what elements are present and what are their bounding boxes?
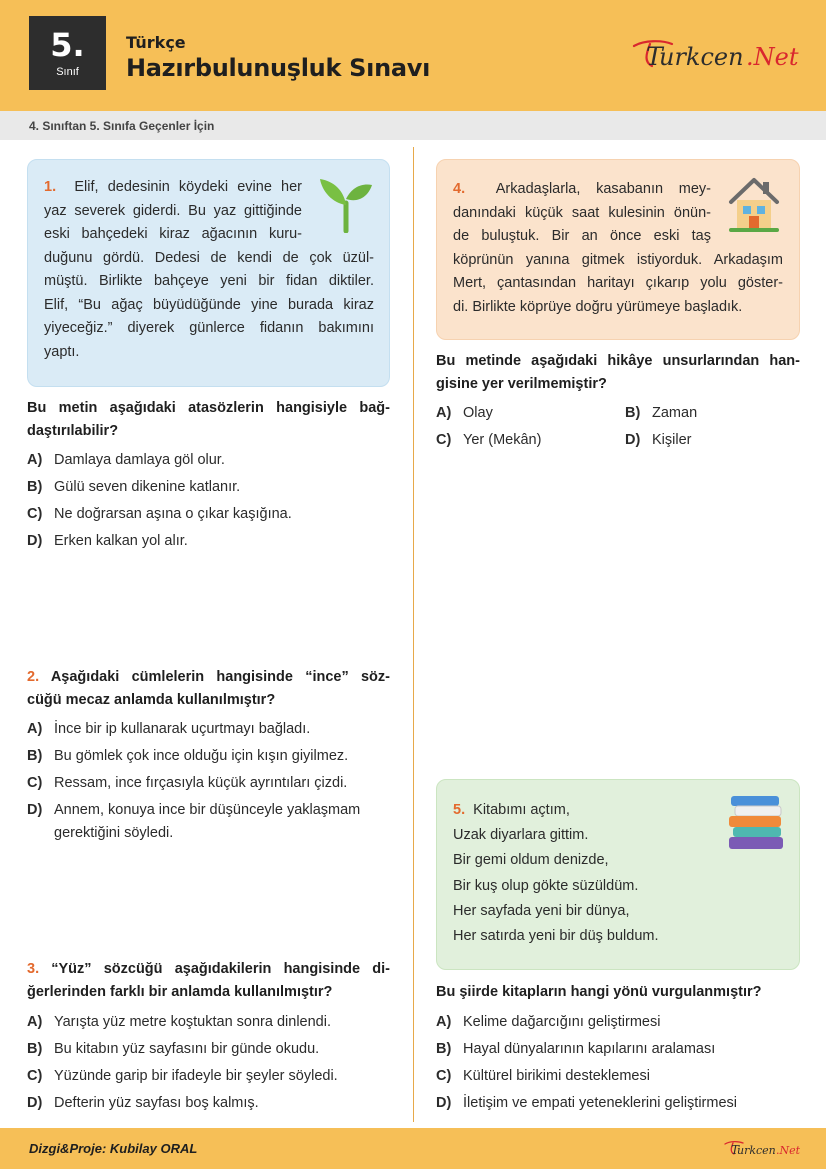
sprout-icon — [318, 173, 374, 233]
grade-word: Sınıf — [56, 66, 79, 78]
question-1-passage-bottom — [44, 247, 374, 365]
option-text: Gülü seven dikenine katlanır. — [54, 479, 241, 495]
grade-number: 5. — [50, 26, 85, 64]
question-5-option-c[interactable] — [436, 1065, 650, 1088]
logo-suffix: .Net — [746, 43, 799, 71]
option-letter: C) — [27, 775, 43, 791]
option-letter: A) — [27, 1014, 43, 1030]
question-4-passage-bottom — [453, 249, 783, 320]
question-line: cüğü mecaz anlamda kullanılmıştır? — [27, 692, 276, 708]
option-letter: B) — [27, 748, 43, 764]
question-1-option-c[interactable] — [27, 503, 292, 526]
option-text: Yarışta yüz metre koştuktan sonra dinlendi. — [54, 1014, 331, 1030]
question-4-option-b[interactable] — [625, 402, 697, 425]
passage-line: de buluştuk. Bir an önce eski taş — [453, 228, 711, 244]
footer-logo — [724, 1138, 800, 1160]
poem-line: Her sayfada yeni bir dünya, — [453, 902, 630, 919]
question-3-option-a[interactable] — [27, 1011, 331, 1034]
option-text: Kelime dağarcığını geliştirmesi — [463, 1014, 661, 1030]
option-text: Bu kitabın yüz sayfasını bir günde okudu. — [54, 1041, 320, 1057]
question-2-stem — [27, 666, 390, 712]
sub-header-text: 4. Sınıftan 5. Sınıfa Geçenler İçin — [29, 119, 215, 133]
option-text: Kişiler — [652, 432, 692, 448]
option-letter: D) — [27, 533, 43, 549]
option-text-continued: gerektiğini söyledi. — [54, 825, 174, 841]
question-5-poem-box — [436, 779, 800, 970]
question-line: Aşağıdaki cümlelerin hangisinde “ince” söz- — [50, 669, 390, 685]
option-text: Kültürel birikimi desteklemesi — [463, 1068, 650, 1084]
passage-line: yiyeceğiz.” diyerek günlerce fidanın bakımını — [44, 320, 374, 336]
question-line: gisine yer verilmemiştir? — [436, 376, 607, 392]
question-3-number: 3. — [27, 961, 40, 977]
passage-line: müştü. Birlikte bahçeye yeni bir fidan diktiler. — [44, 273, 374, 289]
question-5-poem — [453, 798, 733, 949]
question-line: ğerlerinden farklı bir anlamda kullanılmıştır? — [27, 984, 333, 1000]
question-1-passage-top — [44, 176, 302, 247]
question-5-option-d[interactable] — [436, 1092, 737, 1115]
option-text: İletişim ve empati yeteneklerini geliştirmesi — [463, 1095, 737, 1111]
poem-line: Uzak diyarlara gittim. — [453, 827, 589, 844]
question-line: daştırılabilir? — [27, 423, 119, 439]
passage-line: yaz severek giderdi. Bu yaz gittiğinde — [44, 202, 302, 219]
option-letter: D) — [625, 432, 641, 448]
question-5-stem — [436, 981, 800, 1004]
question-4-passage-top — [453, 178, 711, 249]
books-icon — [727, 794, 785, 852]
question-line: Bu metinde aşağıdaki hikâye unsurlarından han- — [436, 353, 800, 369]
subject-title: Türkçe — [126, 33, 186, 52]
option-letter: B) — [27, 479, 43, 495]
poem-line: Kitabımı açtım, — [473, 802, 570, 818]
passage-line: danındaki küçük saat kulesinin önün- — [453, 204, 711, 221]
option-letter: C) — [27, 1068, 43, 1084]
option-letter: B) — [27, 1041, 43, 1057]
page-footer — [0, 1128, 826, 1169]
option-letter: B) — [625, 405, 641, 421]
question-4-number: 4. — [453, 181, 466, 197]
option-text: Ressam, ince fırçasıyla küçük ayrıntıları çizdi. — [54, 775, 348, 791]
passage-line: Elif, “Bu ağaç büyüdüğünde yine burada kiraz — [44, 296, 374, 313]
question-4-option-d[interactable] — [625, 429, 691, 452]
option-text: Erken kalkan yol alır. — [54, 533, 188, 549]
question-line: “Yüz” sözcüğü aşağıdakilerin hangisinde di- — [51, 961, 390, 977]
question-line: Bu metin aşağıdaki atasözlerin hangisiyle bağ- — [27, 400, 390, 416]
option-letter: A) — [27, 721, 43, 737]
poem-line: Bir kuş olup gökte süzüldüm. — [453, 877, 639, 894]
passage-line: Mert, çantasından haritayı çıkarıp yolu göster- — [453, 275, 783, 291]
question-3-option-b[interactable] — [27, 1038, 319, 1061]
footer-logo-text: urkcen — [737, 1144, 776, 1157]
question-1-passage-box — [27, 159, 390, 387]
footer-logo-first-letter: T — [731, 1143, 740, 1157]
option-letter: B) — [436, 1041, 452, 1057]
question-3-option-c[interactable] — [27, 1065, 338, 1088]
option-text: Zaman — [652, 405, 698, 421]
question-line: Bu şiirde kitapların hangi yönü vurgulanmıştır? — [436, 984, 762, 1000]
question-4-option-a[interactable] — [436, 402, 493, 425]
passage-line: Arkadaşlarla, kasabanın mey- — [495, 181, 711, 197]
question-3-stem — [27, 958, 390, 1004]
option-letter: D) — [436, 1095, 452, 1111]
question-2-number: 2. — [27, 669, 40, 685]
option-letter: A) — [436, 405, 452, 421]
option-text: Ne doğrarsan aşına o çıkar kaşığına. — [54, 506, 292, 522]
passage-line: duğunu gördü. Dedesi de kendi de çok üzül- — [44, 249, 374, 266]
exam-title: Hazırbulunuşluk Sınavı — [126, 54, 431, 82]
option-text: Defterin yüz sayfası boş kalmış. — [54, 1095, 259, 1111]
passage-line: di. Birlikte köprüye doğru yürümeye başladık. — [453, 298, 743, 315]
logo-first-letter: T — [646, 42, 663, 71]
poem-line: Bir gemi oldum denizde, — [453, 852, 609, 869]
footer-logo-suffix: .Net — [776, 1144, 800, 1157]
option-text: Hayal dünyalarının kapılarını aralaması — [463, 1041, 716, 1057]
option-text: Annem, konuya ince bir düşünceyle yaklaşmam — [54, 802, 361, 818]
question-2-option-a[interactable] — [27, 718, 310, 741]
house-icon — [727, 176, 781, 234]
question-5-option-b[interactable] — [436, 1038, 715, 1061]
grade-badge — [29, 16, 106, 90]
option-letter: C) — [436, 432, 452, 448]
option-text: Bu gömlek çok ince olduğu için kışın giyilmez. — [54, 748, 349, 764]
title-block — [126, 33, 430, 82]
option-text: Yer (Mekân) — [463, 432, 542, 448]
option-letter: A) — [27, 452, 43, 468]
page-header — [0, 0, 826, 111]
question-5-option-a[interactable] — [436, 1011, 660, 1034]
option-letter: C) — [436, 1068, 452, 1084]
sub-header-bar — [0, 111, 826, 140]
question-5-number: 5. — [453, 802, 466, 818]
question-2-option-c[interactable] — [27, 772, 347, 795]
question-1-number: 1. — [44, 179, 57, 195]
question-1-option-b[interactable] — [27, 476, 240, 499]
turkcen-logo — [632, 36, 802, 76]
option-letter: A) — [436, 1014, 452, 1030]
question-2-option-d[interactable] — [27, 799, 397, 845]
question-2-option-b[interactable] — [27, 745, 348, 768]
poem-line: Her satırda yeni bir düş buldum. — [453, 928, 659, 945]
passage-line: yaptı. — [44, 343, 80, 360]
option-letter: D) — [27, 1095, 43, 1111]
question-1-option-d[interactable] — [27, 530, 188, 553]
logo-text: urkcen — [659, 43, 744, 71]
question-4-stem — [436, 350, 800, 396]
column-divider — [413, 147, 414, 1122]
option-text: İnce bir ip kullanarak uçurtmayı bağladı. — [54, 721, 311, 737]
option-text: Olay — [463, 405, 493, 421]
option-text: Yüzünde garip bir ifadeyle bir şeyler söyledi. — [54, 1068, 338, 1084]
footer-credit: Dizgi&Proje: Kubilay ORAL — [29, 1141, 198, 1156]
passage-line: eski bahçedeki kiraz ağacının kuru- — [44, 226, 302, 242]
question-4-passage-box — [436, 159, 800, 340]
question-1-stem — [27, 397, 390, 443]
passage-line: Elif, dedesinin köydeki evine her — [74, 179, 302, 195]
option-text: Damlaya damlaya göl olur. — [54, 452, 225, 468]
question-3-option-d[interactable] — [27, 1092, 259, 1115]
question-1-option-a[interactable] — [27, 449, 225, 472]
question-4-option-c[interactable] — [436, 429, 541, 452]
option-letter: D) — [27, 802, 43, 818]
option-letter: C) — [27, 506, 43, 522]
passage-line: köprünün yanına gitmek istiyorduk. Arkadaşım — [453, 251, 783, 268]
